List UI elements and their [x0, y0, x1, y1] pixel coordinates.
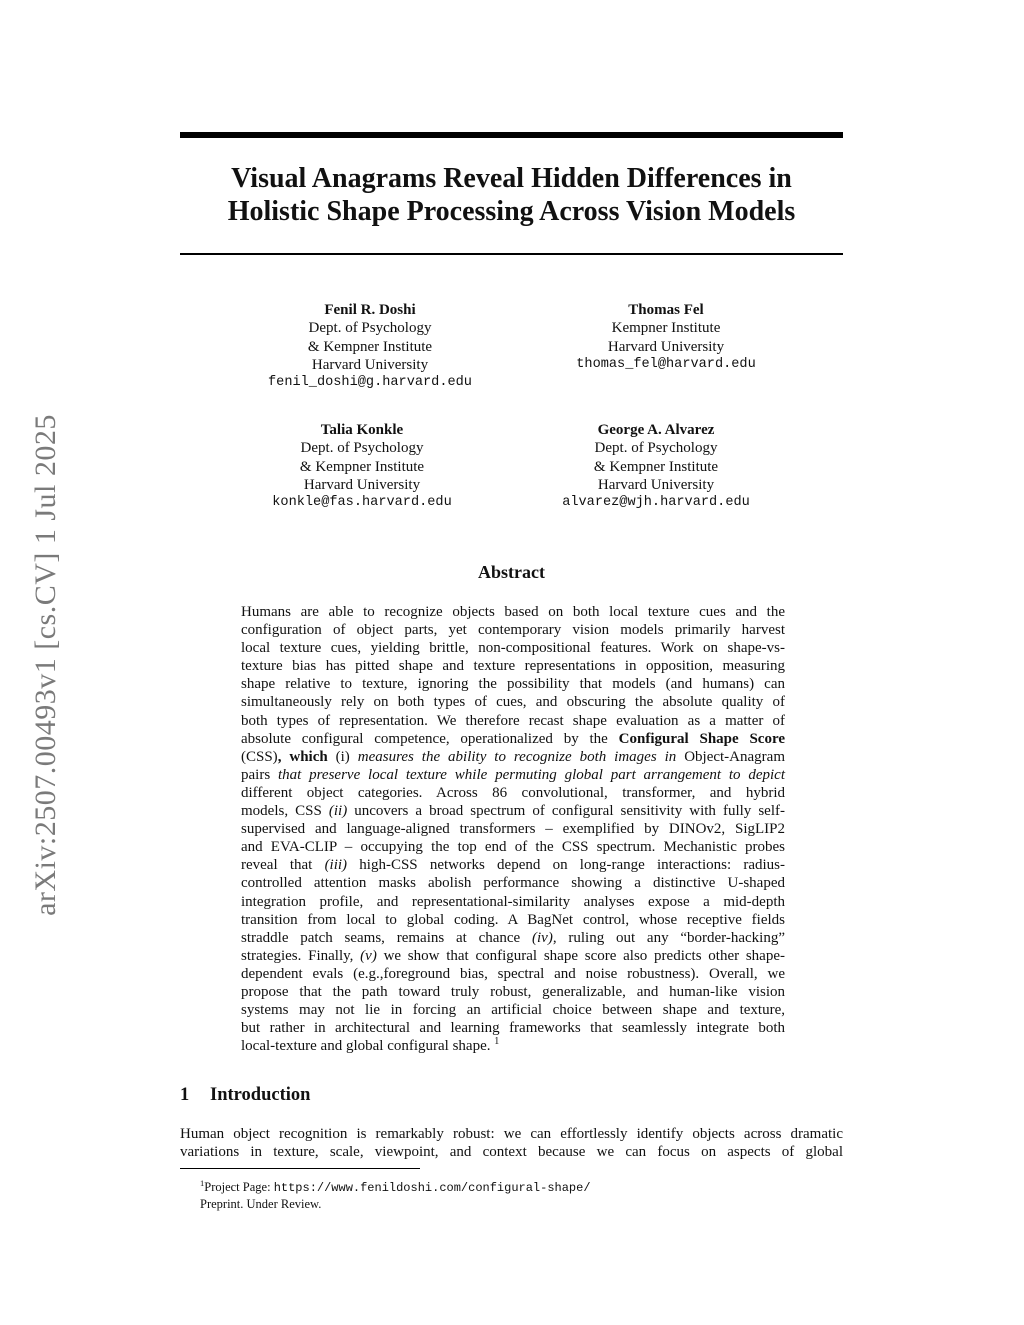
- italic-term: that preserve local texture while permuting global part arrangement to depict: [270, 766, 785, 783]
- abstract-line: texture bias has pitted shape and texture representations in opposition, measuring: [241, 658, 785, 675]
- author-block-doshi: [220, 301, 520, 392]
- introduction-text: [180, 1125, 843, 1161]
- abstract-heading: Abstract: [478, 562, 545, 582]
- italic-term: measures the ability to recognize both images in: [349, 748, 685, 765]
- abstract-line: controlled attention masks abolish performance showing a distinctive U-shaped: [241, 875, 785, 892]
- title-top-rule: [180, 132, 843, 138]
- author-email: alvarez@wjh.harvard.edu: [562, 495, 750, 511]
- abstract-line: (CSS), which (i) measures the ability to recognize both images in Object-Anagram: [241, 748, 785, 765]
- abstract-line: systems may not lie in forcing an artificial choice between shape and texture,: [241, 1002, 785, 1019]
- section-title: Introduction: [210, 1085, 311, 1105]
- author-affiliation: Harvard University: [607, 338, 725, 355]
- footnote-rule: [180, 1168, 420, 1169]
- author-block-konkle: [212, 421, 512, 512]
- title-line-2: Holistic Shape Processing Across Vision Models: [227, 196, 796, 227]
- abstract-line: but rather in architectural and learning frameworks that seamlessly integrate both: [241, 1020, 785, 1037]
- abstract-line: reveal that (iii) high-CSS networks depend on long-range interactions: radius-: [241, 857, 785, 874]
- abstract-line: configuration of object parts, yet contemporary vision models primarily harvest: [241, 622, 785, 639]
- abstract-line: transition from local to global coding. A BagNet control, whose receptive fields: [241, 911, 785, 928]
- author-affiliation: & Kempner Institute: [593, 458, 719, 475]
- author-affiliation: Kempner Institute: [611, 320, 721, 337]
- abstract-line: Humans are able to recognize objects based on both local texture cues and the: [241, 604, 785, 620]
- author-email: konkle@fas.harvard.edu: [272, 495, 452, 511]
- abstract-line: propose that the path toward truly robust, generalizable, and human-like vision: [241, 983, 785, 1000]
- author-block-alvarez: [506, 421, 806, 512]
- abstract-line: absolute configural competence, operationalized by the Configural Shape Score: [241, 730, 786, 747]
- italic-term: (v): [360, 947, 377, 964]
- abstract-line: straddle patch seams, remains at chance (iv), ruling out any “border-hacking”: [241, 929, 785, 946]
- arxiv-identifier: arXiv:2507.00493v1 [cs.CV] 1 Jul 2025: [29, 414, 63, 916]
- abstract-line: different object categories. Across 86 convolutional, transformer, and hybrid: [241, 784, 785, 801]
- author-email: thomas_fel@harvard.edu: [576, 356, 756, 372]
- abstract-line: integration profile, and representational-similarity analyses expose a mid-depth: [241, 893, 785, 910]
- abstract-line: strategies. Finally, (v) we show that configural shape score also predicts other shape-: [241, 947, 785, 964]
- author-affiliation: Dept. of Psychology: [300, 440, 424, 457]
- author-name: Fenil R. Doshi: [324, 302, 416, 318]
- italic-term: (iii): [324, 857, 348, 874]
- abstract-line: models, CSS (ii) uncovers a broad spectrum of configural sensitivity with fully self-: [241, 803, 785, 820]
- paper-title: [180, 162, 843, 228]
- author-affiliation: & Kempner Institute: [307, 338, 433, 355]
- abstract-line: pairs that preserve local texture while permuting global part arrangement to depict: [241, 766, 785, 783]
- intro-line: variations in texture, scale, viewpoint, and context because we can focus on aspects of global: [180, 1144, 843, 1161]
- section-heading: [180, 1084, 310, 1106]
- italic-term: (iv): [532, 929, 553, 946]
- author-affiliation: & Kempner Institute: [299, 458, 425, 475]
- abstract-line: dependent evals (e.g.,foreground bias, spectral and noise robustness). Overall, we: [241, 965, 785, 982]
- abstract-line: supervised and language-aligned transformers – exemplified by DINOv2, SigLIP2: [241, 821, 785, 838]
- author-email: fenil_doshi@g.harvard.edu: [268, 375, 472, 391]
- author-affiliation: Harvard University: [597, 476, 715, 493]
- abstract-line: local texture cues, yielding brittle, non-compositional features. Work on shape-vs-: [241, 640, 785, 657]
- author-affiliation: Harvard University: [311, 356, 429, 373]
- bold-term: , which: [277, 748, 336, 765]
- bold-term: Configural Shape Score: [618, 730, 786, 747]
- footnote: [200, 1175, 591, 1212]
- author-affiliation: Dept. of Psychology: [594, 440, 718, 457]
- author-affiliation: Harvard University: [303, 476, 421, 493]
- italic-term: (ii): [328, 803, 348, 820]
- footnote-marker: 1: [200, 1178, 205, 1188]
- author-name: Talia Konkle: [320, 422, 404, 438]
- author-name: George A. Alvarez: [597, 422, 715, 438]
- preprint-note: Preprint. Under Review.: [200, 1197, 322, 1212]
- abstract-footnote-marker: 1: [494, 1036, 500, 1048]
- title-line-1: Visual Anagrams Reveal Hidden Differences in: [231, 163, 792, 194]
- abstract-body: [241, 603, 785, 1055]
- abstract-line: shape relative to texture, ignoring the possibility that models (and humans) can: [241, 676, 785, 693]
- author-block-fel: [516, 301, 816, 374]
- project-page-link[interactable]: https://www.fenildoshi.com/configural-shape/: [273, 1181, 591, 1196]
- intro-line: Human object recognition is remarkably robust: we can effortlessly identify objects across dramatic: [180, 1126, 843, 1142]
- author-name: Thomas Fel: [628, 302, 704, 318]
- title-bottom-rule: [180, 253, 843, 255]
- abstract-line: simultaneously rely on both types of cues, and obscuring the absolute quality of: [241, 694, 785, 711]
- abstract-line: local-texture and global configural shape. $^1$: [241, 1036, 500, 1055]
- section-number: 1: [180, 1085, 190, 1105]
- abstract-line: both types of representation. We therefore recast shape evaluation as a matter of: [241, 712, 785, 729]
- abstract-line: and EVA-CLIP – occupying the top end of the CSS spectrum. Mechanistic probes: [241, 839, 785, 856]
- author-affiliation: Dept. of Psychology: [308, 320, 432, 337]
- footnote-label: Project Page:: [204, 1180, 274, 1195]
